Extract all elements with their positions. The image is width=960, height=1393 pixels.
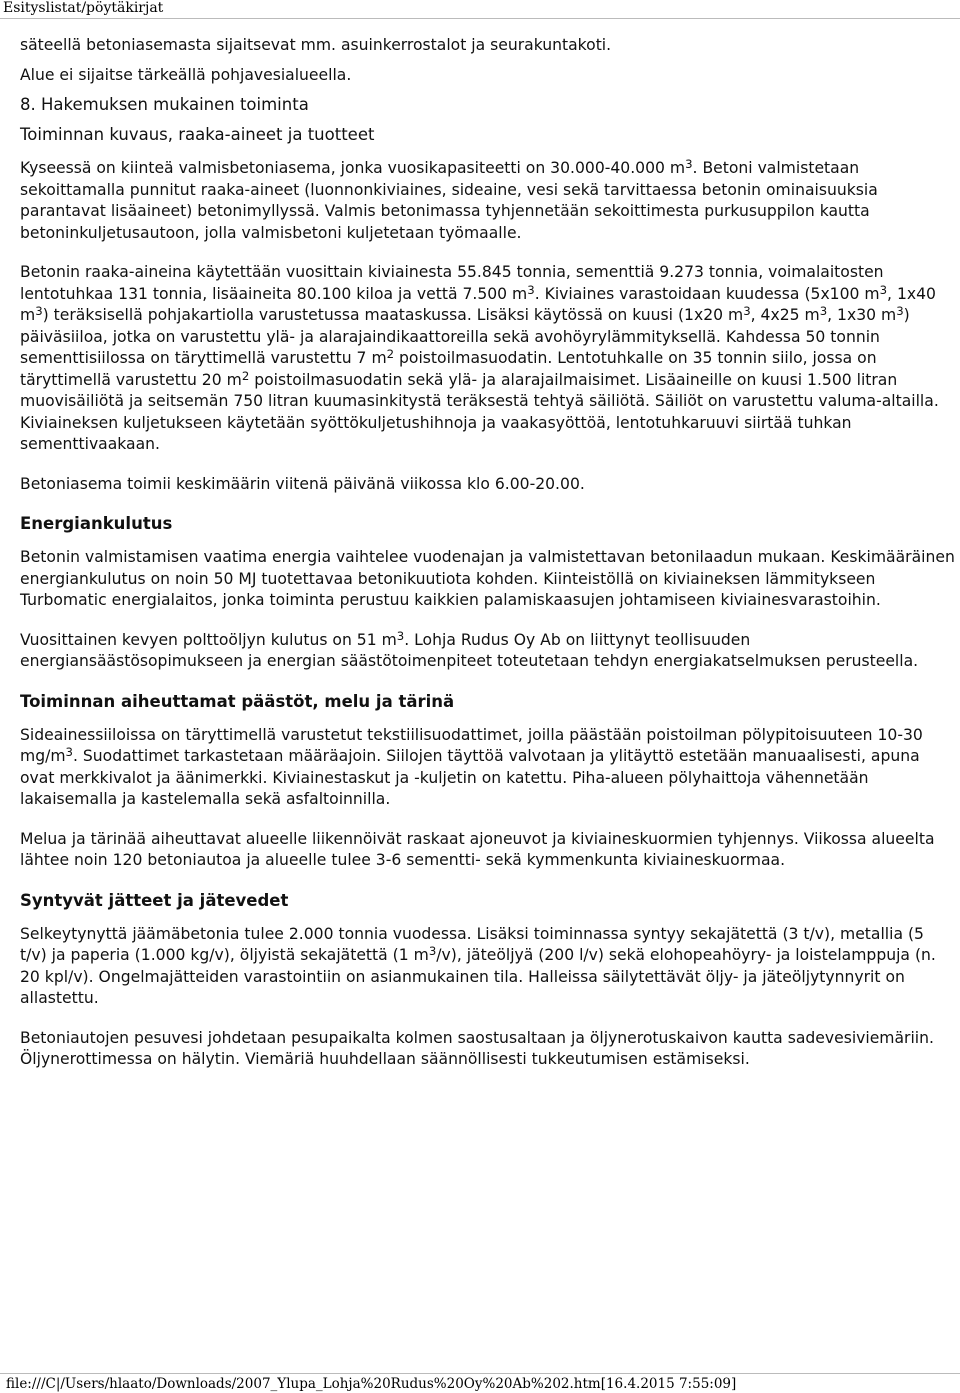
waste-heading: Syntyvät jätteet ja jätevedet: [20, 890, 289, 910]
emissions-heading: Toiminnan aiheuttamat päästöt, melu ja tärinä: [20, 691, 455, 711]
header-divider: [0, 18, 960, 19]
operating-hours-paragraph: Betoniasema toimii keskimäärin viitenä päivänä viikossa klo 6.00-20.00.: [20, 474, 585, 493]
section-8-heading: 8. Hakemuksen mukainen toiminta: [20, 95, 309, 114]
capacity-paragraph: Kyseessä on kiinteä valmisbetoniasema, jonka vuosikapasiteetti on 30.000-40.000 $m^3$. Betoni valmistetaan sekoittamalla punnitut raaka-aineet (luonnonkiviaines, sideaine, vesi sekä tarvittaessa betonin ominaisuuksia parantavat lisäaineet) betonimyllyssä. Valmis betonimassa tyhjennetään sekoittimesta purkusuppilon kautta betoninkuljetusautoon, jolla valmisbetoni kuljetetaan työmaalle.: [20, 156, 878, 242]
waste-paragraph-1: Selkeytynyttä jäämäbetonia tulee 2.000 tonnia vuodessa. Lisäksi toiminnassa syntyy sekajätettä (3 t/v), metallia (5 t/v) ja paperia (1.000 kg/v), öljyistä sekajätettä (1 $m^3/v$), jäteöljyä (200 l/v) sekä elohopeahöyry- ja loistelamppuja (n. 20 kpl/v). Ongelmajätteiden varastointiin on asianmukainen tila. Halleissa säilytettävät öljy- ja jäteöljytynnyrit on allastettu.: [20, 924, 936, 1007]
footer-file-path: file:///C|/Users/hlaato/Downloads/2007_Ylupa_Lohja%20Rudus%20Oy%20Ab%202.htm[16.4.2015 7:55:09]: [6, 1376, 737, 1392]
energy-paragraph-1: Betonin valmistamisen vaatima energia vaihtelee vuodenajan ja valmistettavan betonilaadun mukaan. Keskimääräinen energiankulutus on noin 50 MJ tuotettavaa betonikuutiota kohden. Kiinteistöllä on kiviaineksen lämmitykseen Turbomatic energialaitos, jonka toiminta perustuu kaikkien palamiskaasujen johtamiseen kiviainesvarastoihin.: [20, 548, 955, 609]
waste-paragraph-2: Betoniautojen pesuvesi johdetaan pesupaikalta kolmen saostusaltaan ja öljynerotuskaivon kautta sadevesiviemäriin. Öljynerottimessa on hälytin. Viemäriä huuhdellaan säännöllisesti tukkeutumisen estämiseksi.: [20, 1028, 934, 1068]
intro-paragraph-1: säteellä betoniasemasta sijaitsevat mm. asuinkerrostalot ja seurakuntakoti.: [20, 36, 612, 54]
section-8-subheading: Toiminnan kuvaus, raaka-aineet ja tuotteet: [20, 125, 375, 144]
energy-heading: Energiankulutus: [20, 514, 173, 533]
footer-divider: [0, 1373, 960, 1374]
intro-paragraph-2: Alue ei sijaitse tärkeällä pohjavesialueella.: [20, 65, 352, 84]
emissions-paragraph-2: Melua ja tärinää aiheuttavat alueelle liikennöivät raskaat ajoneuvot ja kiviaineskuormien tyhjennys. Viikossa alueelta lähtee noin 120 betoniautoa ja alueelle tulee 3-6 sementti- sekä kymmenkunta kiviaineskuormaa.: [20, 829, 935, 869]
raw-materials-paragraph: Betonin raaka-aineina käytettään vuosittain kiviainesta 55.845 tonnia, sementtiä 9.273 tonnia, voimalaitosten lentotuhkaa 131 tonnia, lisäaineita 80.100 kiloa ja vettä 7.500 $m^3$. Kiviaines varastoidaan kuudessa (5x100 $m^3$, 1x40 $m^3$) teräksisellä pohjakartiolla varustetussa maataskussa. Lisäksi käytössä on kuusi (1x20 $m^3$, 4x25 $m^3$, 1x30 $m^3$) päiväsiiloa, jotka on varustettu ylä- ja alarajaindikaattoreilla sekä avohöyrylämmityksellä. Kahdessa 50 tonnin sementtisiilossa on täryttimellä varustettu 7 $m^2$ poistoilmasuodatin. Lentotuhkalle on 35 tonnin siilo, jossa on täryttimellä varustettu 20 $m^2$ poistoilmasuodatin sekä ylä- ja alarajailmaisimet. Lisäaineille on kuusi 1.500 litran muovisäiliötä ja seitsemän 750 litran kuumasinkitystä teräksestä tehtyä säiliötä. Säiliöt on varustettu valuma-altailla. Kiviaineksen kuljetukseen käytetään syöttökuljetushihnoja ja vaakasyöttöä, lentotuhkaruuvi siirtää tuhkan sementtivaakaan.: [20, 263, 939, 453]
document-body: [20, 35, 955, 1089]
energy-paragraph-2: Vuosittainen kevyen polttoöljyn kulutus on 51 $m^3$. Lohja Rudus Oy Ab on liittynyt teollisuuden energiansäästösopimukseen ja energian säästötoimenpiteet toteutetaan tehdyn energiakatselmuksen perusteella.: [20, 628, 919, 670]
page-header-title: Esityslistat/pöytäkirjat: [3, 0, 164, 16]
emissions-paragraph-1: Sideainessiiloissa on täryttimellä varustetut tekstiilisuodattimet, joilla päästään poistoilman pölypitoisuuteen 10-30 $mg/m^3$. Suodattimet tarkastetaan määräajoin. Siilojen täyttöä valvotaan ja ylitäyttö estetään manuaalisesti, apuna ovat merkkivalot ja äänimerkki. Kiviainestaskut ja -kuljetin on katettu. Piha-alueen pölyhaittoja vähennetään lakaisemalla ja kastelemalla sekä asfaltoinnilla.: [20, 725, 923, 808]
